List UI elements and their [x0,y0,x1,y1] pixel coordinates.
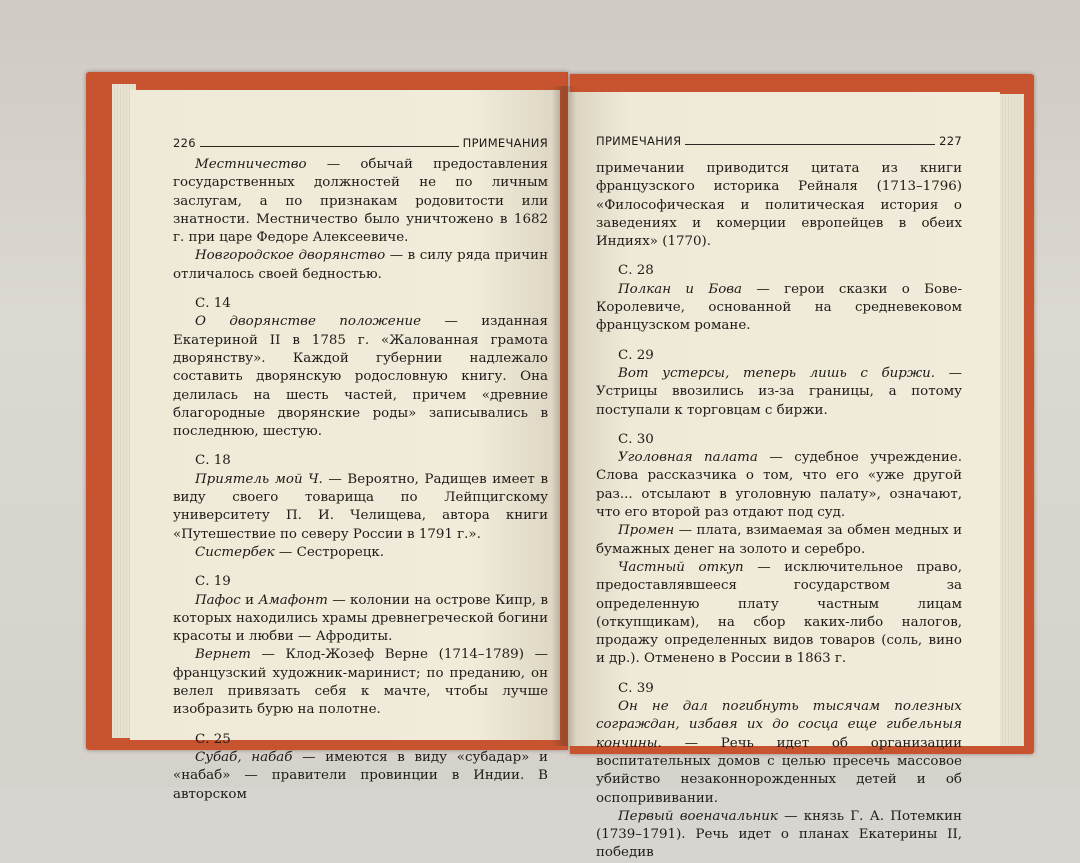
note-term: Промен [618,523,675,539]
note-text: — Вероятно, Радищев имеет в виду своего товарища по Лейпцигскому университету П. И. Челищева, автора книги «Путешествие по северу России в 1791 г.». [173,471,548,542]
note-text: — Устрицы ввозились из-за границы, а потому поступали к торговцам с биржи. [596,365,962,418]
note-entry [596,365,962,420]
note-entry [596,281,962,336]
note-text: — Речь идет об организации воспитательных домов с целью пресечь массовое убийство незаконнорожденных детей и об оспопрививании. [596,735,962,806]
right-page-header [596,134,962,148]
note-text: — герои сказки о Бове-Королевиче, основанной на средневековом французском романе. [596,281,962,334]
note-entry [596,449,962,522]
note-term: Пафос [195,592,241,608]
note-entry [596,559,962,669]
note-entry [173,646,548,719]
note-text: — исключительное право, предоставлявшееся государством за определенную плату частным лицам (откупщикам), на сбор каких-либо налогов, продажу определенных видов товаров (соль, вино и др.). Отменено в России в 1863 г. [596,559,962,667]
note-text: и [240,592,259,608]
page-reference: С. 18 [195,453,231,469]
page-reference: С. 30 [618,431,654,447]
note-term: Полкан и Бова [618,281,743,297]
note-text: — в силу ряда причин отличалось своей бедностью. [173,248,548,282]
page-number: 226 [173,136,196,150]
note-text: — судебное учреждение. Слова рассказчика о том, что его «уже другой раз... отсылают в уголовную палату», означают, что его второй раз отдают под суд. [596,450,962,521]
continued-text: примечании приводится цитата из книги французского историка Рейналя (1713–1796) «Философическая и политическая история о заведениях и комерции европейцев в обеих Индиях» (1770). [596,161,962,250]
note-entry [173,544,548,562]
note-entry [173,156,548,247]
running-head: ПРИМЕЧАНИЯ [596,134,682,148]
note-text: — Клод-Жозеф Верне (1714–1789) — французский художник-маринист; по преданию, он велел привязать себя к мачте, чтобы лучше изобразить бурю на полотне. [173,647,548,718]
page-edges-right [1000,94,1024,746]
note-term: Он не дал погибнуть тысячам полезных сограждан, избавя их до сосца еще гибельныя кончины. [596,699,962,751]
running-head: ПРИМЕЧАНИЯ [462,136,548,150]
note-entry [173,471,548,544]
page-number: 227 [939,134,962,148]
note-text: — обычай предоставления государственных должностей не по личным заслугам, а по признакам родовитости или знатности. Местничество было уничтожено в 1682 г. при царе Федоре Алексеевиче. [173,157,548,246]
note-entry [596,698,962,808]
header-rule [200,146,459,147]
left-page [130,90,560,802]
note-text: — плата, взимаемая за обмен медных и бумажных денег на золото и серебро. [596,523,962,557]
left-page-text [173,156,548,804]
page-reference: С. 14 [195,296,231,312]
right-page-text [596,160,962,863]
note-text: — колонии на острове Кипр, в которых находились храмы древнегреческой богини красоты и любви — Афродиты. [173,592,548,645]
note-term: Вот устерсы, теперь лишь с биржи. [618,365,935,381]
note-entry [173,592,548,647]
note-term: Частный откуп [618,559,744,575]
note-text: — князь Г. А. Потемкин (1739–1791). Речь идет о планах Екатерины II, победив [596,808,962,861]
note-term: Уголовная палата [618,450,758,466]
note-term: Систербек [195,544,275,560]
note-term: Приятель мой Ч. [195,471,323,487]
note-entry [173,247,548,284]
note-term: Вернет [195,647,251,663]
note-term: Первый военачальник [618,808,778,824]
note-term: Субаб, набаб [195,749,293,765]
note-text: — изданная Екатериной II в 1785 г. «Жалованная грамота дворянству». Каждой губернии надлежало составить дворянскую родословную книгу. Она делилась на шесть частей, причем «древние благородные дворянские роды» записывались в последнюю, шестую. [173,314,548,440]
page-reference: С. 28 [618,263,654,279]
page-reference: С. 29 [618,347,654,363]
page-reference: С. 39 [618,680,654,696]
note-term: Новгородское дворянство [195,248,386,264]
right-page [568,92,1000,861]
page-reference: С. 25 [195,731,231,747]
note-term: О дворянстве положение [195,314,422,330]
note-term: Амафонт [258,592,328,608]
note-text: — Сестрорецк. [274,544,385,560]
note-entry [596,522,962,559]
note-entry [596,808,962,863]
page-reference: С. 19 [195,574,231,590]
header-rule [685,144,935,145]
book-gutter-shadow [552,86,576,746]
note-entry [173,313,548,441]
left-page-header [173,136,548,150]
note-entry [173,749,548,804]
note-text: — имеются в виду «субадар» и «набаб» — правители провинции в Индии. В авторском [173,749,548,802]
note-term: Местничество [195,157,307,172]
